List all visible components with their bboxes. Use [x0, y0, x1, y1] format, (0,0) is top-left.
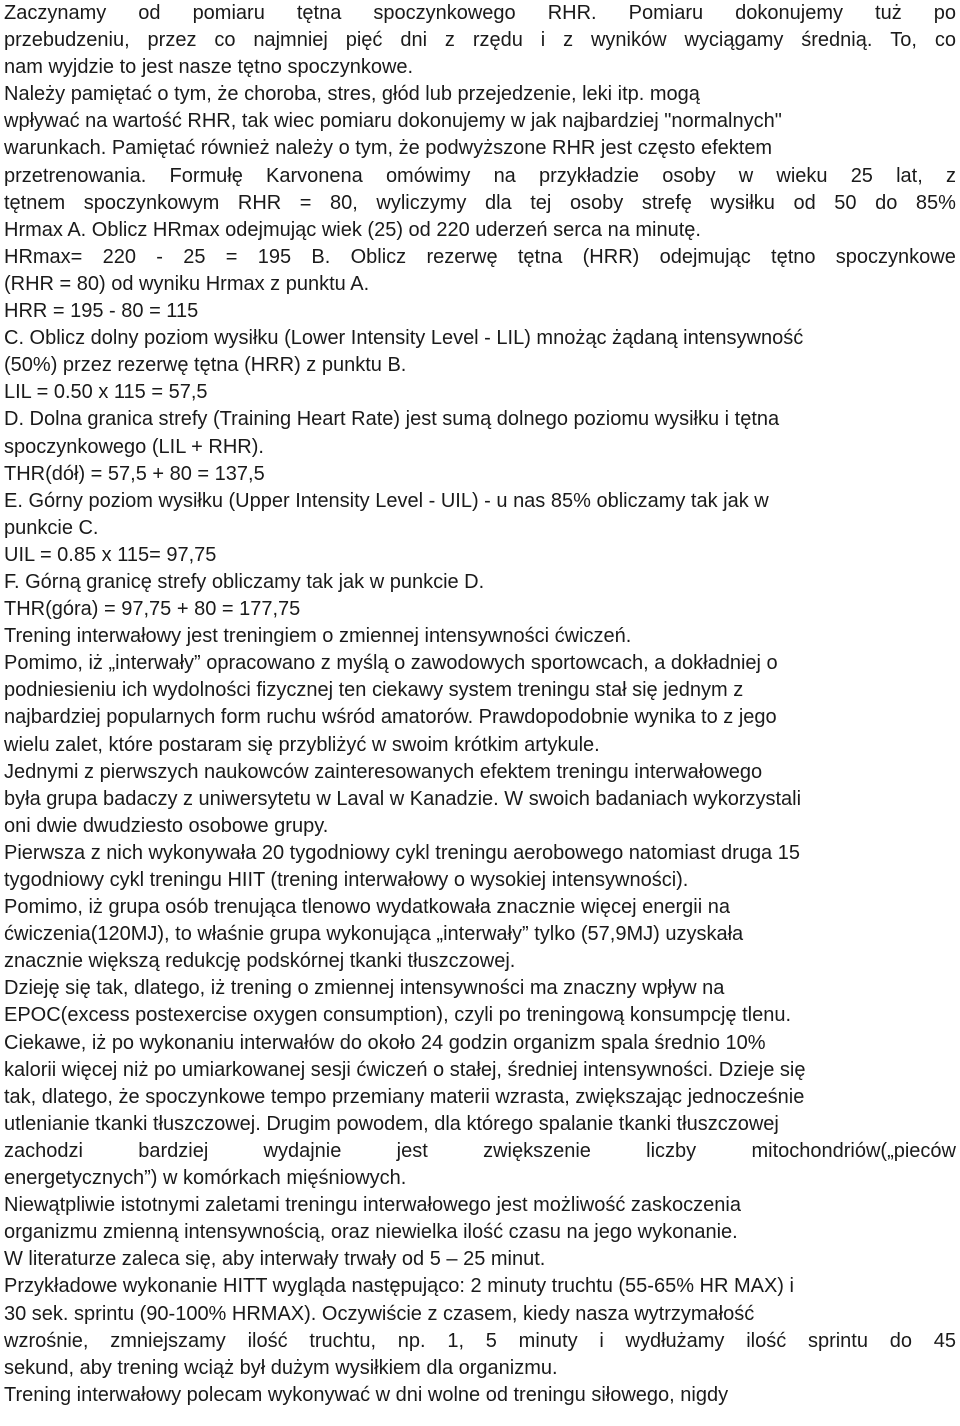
word: na	[493, 164, 516, 187]
text-line: Niewątpliwie istotnymi zaletami treningu interwałowego jest możliwość zaskoczenia	[4, 1194, 741, 1217]
text-line: sekund, aby trening wciąż był dużym wysiłkiem dla organizmu.	[4, 1356, 558, 1379]
word: spoczynkowym	[83, 191, 220, 214]
word: spoczynkowe	[835, 245, 956, 268]
word: przez	[147, 29, 197, 52]
text-line: Dzieję się tak, dlatego, iż trening o zmiennej intensywności ma znaczny wpływ na	[4, 977, 725, 1000]
word: Karvonena	[266, 164, 363, 187]
text-line: THR(góra) = 97,75 + 80 = 177,75	[4, 598, 301, 621]
word: 80,	[330, 191, 358, 214]
word: od	[138, 2, 161, 24]
text-line: Jednymi z pierwszych naukowców zainteresowanych efektem treningu interwałowego	[4, 760, 763, 783]
text-line: wielu zalet, które postaram się przybliżyć w swoim krótkim artykule.	[4, 733, 600, 756]
text-line: Trening interwałowy jest treningiem o zmiennej intensywności ćwiczeń.	[4, 625, 632, 648]
text-line: (50%) przez rezerwę tętna (HRR) z punktu B.	[4, 354, 407, 377]
word: ilość	[746, 1329, 787, 1352]
word: osoby	[662, 164, 716, 187]
word: pięć	[345, 29, 383, 52]
word: z	[444, 29, 455, 52]
word: zwiększenie	[483, 1139, 591, 1162]
text-line: warunkach. Pamiętać również należy o tym, że podwyższone RHR jest często efektem	[4, 137, 773, 160]
word: i	[540, 29, 546, 52]
word: =	[225, 245, 238, 268]
text-line: punkcie C.	[4, 516, 99, 539]
word: dni	[400, 29, 428, 52]
text-line	[4, 1328, 956, 1355]
word: 45	[933, 1329, 956, 1352]
text-line: 30 sek. sprintu (90-100% HRMAX). Oczywiście z czasem, kiedy nasza wytrzymałość	[4, 1302, 755, 1325]
text-line: LIL = 0.50 x 115 = 57,5	[4, 381, 208, 404]
word: RHR.	[547, 2, 597, 24]
word: To,	[890, 29, 917, 52]
word: wyników	[590, 29, 667, 52]
text-line: HRR = 195 - 80 = 115	[4, 300, 199, 323]
word: co	[214, 29, 236, 52]
word: osoby	[569, 191, 624, 214]
text-line: ćwiczenia(120MJ), to właśnie grupa wykonująca „interwały” tylko (57,9MJ) uzyskała	[4, 923, 744, 946]
text-line: E. Górny poziom wysiłku (Upper Intensity Level - UIL) - u nas 85% obliczamy tak jak w	[4, 489, 769, 512]
word: (HRR)	[582, 245, 640, 268]
word: liczby	[646, 1139, 697, 1162]
word: wyciągamy	[684, 29, 784, 52]
text-line: Należy pamiętać o tym, że choroba, stres, głód lub przejedzenie, leki itp. mogą	[4, 83, 700, 106]
word: Formułę	[169, 164, 243, 187]
word: 195	[257, 245, 292, 268]
word: wzrośnie,	[4, 1329, 89, 1352]
text-line: najbardziej popularnych form ruchu wśród amatorów. Prawdopodobnie wynika to z jego	[4, 706, 777, 729]
text-line	[4, 1138, 956, 1165]
text-line: Trening interwałowy polecam wykonywać w dni wolne od treningu siłowego, nigdy	[4, 1383, 729, 1406]
text-line	[4, 163, 956, 190]
text-line: Ciekawe, iż po wykonaniu interwałów do około 24 godzin organizm spala średnio 10%	[4, 1031, 766, 1054]
word: dokonujemy	[735, 2, 843, 24]
word: po	[933, 2, 956, 24]
word: z	[563, 29, 574, 52]
text-line: tak, dlatego, że spoczynkowe tempo przemiany materii wzrasta, zwiększając jednocześnie	[4, 1085, 805, 1108]
text-line	[4, 190, 956, 217]
text-line: (RHR = 80) od wyniku Hrmax z punktu A.	[4, 272, 370, 295]
word: strefę	[641, 191, 692, 214]
word: 85%	[915, 191, 956, 214]
word: omówimy	[385, 164, 471, 187]
word: 1,	[447, 1329, 465, 1352]
word: truchtu,	[309, 1329, 377, 1352]
word: np.	[397, 1329, 426, 1352]
word: mitochondriów(„pieców	[751, 1139, 956, 1162]
word: co	[934, 29, 956, 52]
word: najmniej	[253, 29, 328, 52]
text-line: utlenianie tkanki tłuszczowej. Drugim powodem, dla którego spalanie tkanki tłuszczowej	[4, 1112, 779, 1135]
word: rzędu	[472, 29, 523, 52]
text-line	[4, 27, 956, 54]
word: zachodzi	[4, 1139, 83, 1162]
word: odejmując	[659, 245, 751, 268]
text-line: Pierwsza z nich wykonywała 20 tygodniowy cykl treningu aerobowego natomiast druga 15	[4, 841, 800, 864]
text-line: organizmu zmienną intensywnością, oraz niewielka ilość czasu na jego wykonanie.	[4, 1221, 738, 1244]
word: pomiaru	[192, 2, 265, 24]
word: przetrenowania.	[4, 164, 147, 187]
word: tuż	[875, 2, 902, 24]
text-line	[4, 244, 956, 271]
word: przykładzie	[538, 164, 640, 187]
text-line: nam wyjdzie to jest nasze tętno spoczynkowe.	[4, 56, 414, 79]
word: 25	[183, 245, 206, 268]
word: wydajnie	[263, 1139, 342, 1162]
word: i	[599, 1329, 604, 1352]
text-line: C. Oblicz dolny poziom wysiłku (Lower Intensity Level - LIL) mnożąc żądaną intensywność	[4, 327, 804, 350]
word: do	[889, 1329, 912, 1352]
word: zmniejszamy	[110, 1329, 226, 1352]
text-line: energetycznych”) w komórkach mięśniowych.	[4, 1167, 407, 1190]
text-line: UIL = 0.85 x 115= 97,75	[4, 543, 217, 566]
word: średnią.	[801, 29, 873, 52]
text-line: W literaturze zaleca się, aby interwały trwały od 5 – 25 minut.	[4, 1248, 546, 1271]
word: tętnem	[4, 191, 66, 214]
word: =	[299, 191, 312, 214]
text-line: Pomimo, iż „interwały” opracowano z myślą o zawodowych sportowcach, a dokładniej o	[4, 652, 778, 675]
word: przebudzeniu,	[4, 29, 130, 52]
word: 220	[102, 245, 137, 268]
text-line: F. Górną granicę strefy obliczamy tak jak w punkcie D.	[4, 570, 485, 593]
word: minuty	[518, 1329, 578, 1352]
text-line: Hrmax A. Oblicz HRmax odejmując wiek (25) od 220 uderzeń serca na minutę.	[4, 218, 701, 241]
text-line: Przykładowe wykonanie HITT wygląda następująco: 2 minuty truchtu (55-65% HR MAX) i	[4, 1275, 794, 1298]
text-line: wpływać na wartość RHR, tak wiec pomiaru dokonujemy w jak najbardziej "normalnych"	[4, 110, 782, 133]
text-line: D. Dolna granica strefy (Training Heart Rate) jest sumą dolnego poziomu wysiłku i tętna	[4, 408, 780, 431]
word: 5	[485, 1329, 497, 1352]
word: lat,	[896, 164, 923, 187]
text-line: THR(dół) = 57,5 + 80 = 137,5	[4, 462, 265, 485]
word: wieku	[776, 164, 828, 187]
text-line: Pomimo, iż grupa osób trenująca tlenowo wydatkowała znacznie więcej energii na	[4, 896, 730, 919]
word: Oblicz	[350, 245, 407, 268]
word: tętno	[771, 245, 816, 268]
word: z	[945, 164, 956, 187]
word: ilość	[247, 1329, 288, 1352]
word: wyliczymy	[376, 191, 467, 214]
text-line: EPOC(excess postexercise oxygen consumption), czyli po treningową konsumpcję tlenu.	[4, 1004, 792, 1027]
text-line: podniesieniu ich wydolności fizycznej ten ciekawy system treningu stał się jednym z	[4, 679, 744, 702]
text-line: była grupa badaczy z uniwersytetu w Laval w Kanadzie. W swoich badaniach wykorzystali	[4, 787, 802, 810]
text-line: tygodniowy cykl treningu HIIT (trening interwałowy o wysokiej intensywności).	[4, 869, 689, 891]
word: wydłużamy	[625, 1329, 725, 1352]
word: RHR	[237, 191, 282, 214]
word: HRmax=	[4, 245, 83, 268]
word: bardziej	[138, 1139, 209, 1162]
text-line: kalorii więcej niż po umiarkowanej sesji ćwiczeń o stałej, średniej intensywności. Dzieje się	[4, 1058, 806, 1081]
word: tętna	[296, 2, 342, 24]
word: do	[875, 191, 898, 214]
word: sprintu	[807, 1329, 868, 1352]
word: wysiłku	[710, 191, 775, 214]
word: -	[156, 245, 163, 268]
word: Pomiaru	[628, 2, 704, 24]
word: 25	[850, 164, 873, 187]
word: 50	[834, 191, 857, 214]
word: tej	[530, 191, 552, 214]
word: rezerwę	[426, 245, 498, 268]
text-line: znacznie większą redukcję podskórnej tkanki tłuszczowej.	[4, 950, 516, 973]
word: tętna	[517, 245, 563, 268]
text-line: spoczynkowego (LIL + RHR).	[4, 435, 264, 458]
word: Zaczynamy	[4, 2, 107, 24]
text-line	[4, 0, 956, 27]
word: w	[738, 164, 754, 187]
word: dla	[484, 191, 512, 214]
word: od	[793, 191, 816, 214]
word: B.	[311, 245, 331, 268]
word: jest	[396, 1139, 428, 1162]
text-line: oni dwie dwudziesto osobowe grupy.	[4, 814, 329, 837]
word: spoczynkowego	[373, 2, 516, 24]
